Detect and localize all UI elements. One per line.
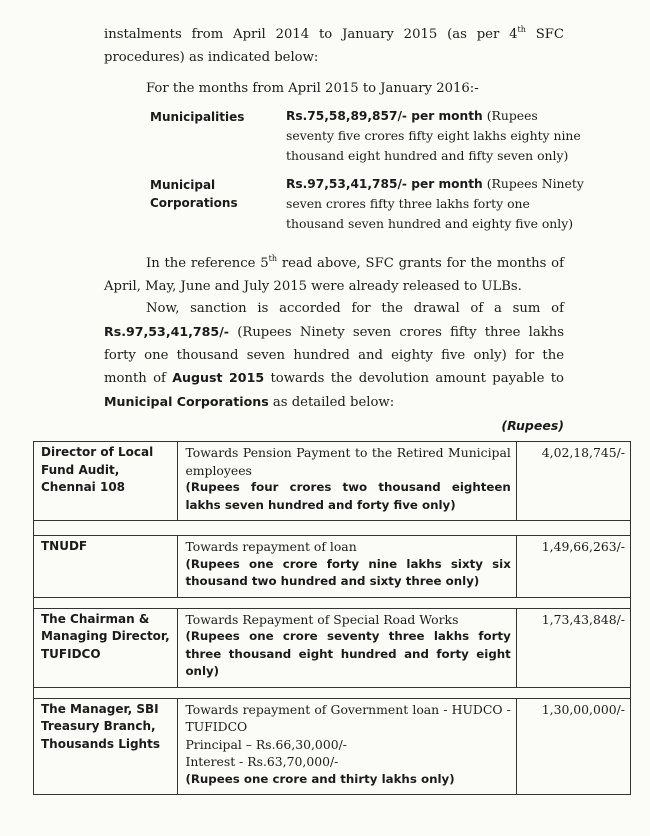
paragraph-instalments: instalments from April 2014 to January 2015 (as per 4th SFC procedures) as indicated below: — [104, 24, 564, 65]
table-row — [34, 608, 631, 687]
municipal-corporations-label: Municipal Corporations — [150, 178, 238, 210]
table-row — [34, 698, 631, 795]
purpose-cell: Towards Pension Payment to the Retired Municipal employees (Rupees four crores two thousand eighteen lakhs seven hundred and forty five only) — [178, 442, 516, 521]
municipal-corporations-amount: Rs.97,53,41,785/- per month (Rupees Ninety seven crores fifty three lakhs forty one thousand seven hundred and eighty five only) — [286, 176, 584, 231]
agency-cell: The Manager, SBI Treasury Branch, Thousands Lights — [34, 698, 178, 795]
paragraph-sanction: Now, sanction is accorded for the drawal of a sum of Rs.97,53,41,785/- (Rupees Ninety seven crores fifty three lakhs forty one thousand seven hundred and eighty five only) for the month of August 2015 towards the devolution amount payable to Municipal Corporations as detailed below: — [104, 301, 564, 411]
agency-cell: TNUDF — [34, 536, 178, 598]
unit-label: (Rupees) — [501, 418, 564, 433]
months-heading: For the months from April 2015 to January 2016:- — [146, 81, 479, 96]
agency-cell: The Chairman & Managing Director, TUFIDCO — [34, 608, 178, 687]
amount-cell: 1,30,00,000/- — [516, 698, 630, 795]
table-row — [34, 442, 631, 521]
agency-cell: Director of Local Fund Audit, Chennai 108 — [34, 442, 178, 521]
amount-cell: 4,02,18,745/- — [516, 442, 630, 521]
purpose-cell: Towards repayment of loan (Rupees one crore forty nine lakhs sixty six thousand two hundred and sixty three only) — [178, 536, 516, 598]
table-row — [34, 536, 631, 598]
amount-cell: 1,49,66,263/- — [516, 536, 630, 598]
purpose-cell: Towards Repayment of Special Road Works (Rupees one crore seventy three lakhs forty three thousand eight hundred and forty eight only) — [178, 608, 516, 687]
municipalities-amount: Rs.75,58,89,857/- per month (Rupees seventy five crores fifty eight lakhs eighty nine thousand eight hundred and fifty seven only) — [286, 108, 581, 163]
paragraph-reference: In the reference 5th read above, SFC grants for the months of April, May, June and July 2015 were already released to ULBs. — [104, 253, 564, 294]
amount-cell: 1,73,43,848/- — [516, 608, 630, 687]
purpose-cell: Towards repayment of Government loan - HUDCO - TUFIDCO Principal – Rs.66,30,000/- Interest - Rs.63,70,000/- (Rupees one crore and thirty lakhs only) — [178, 698, 516, 795]
disbursement-table — [33, 441, 631, 795]
municipalities-label: Municipalities — [150, 110, 245, 124]
